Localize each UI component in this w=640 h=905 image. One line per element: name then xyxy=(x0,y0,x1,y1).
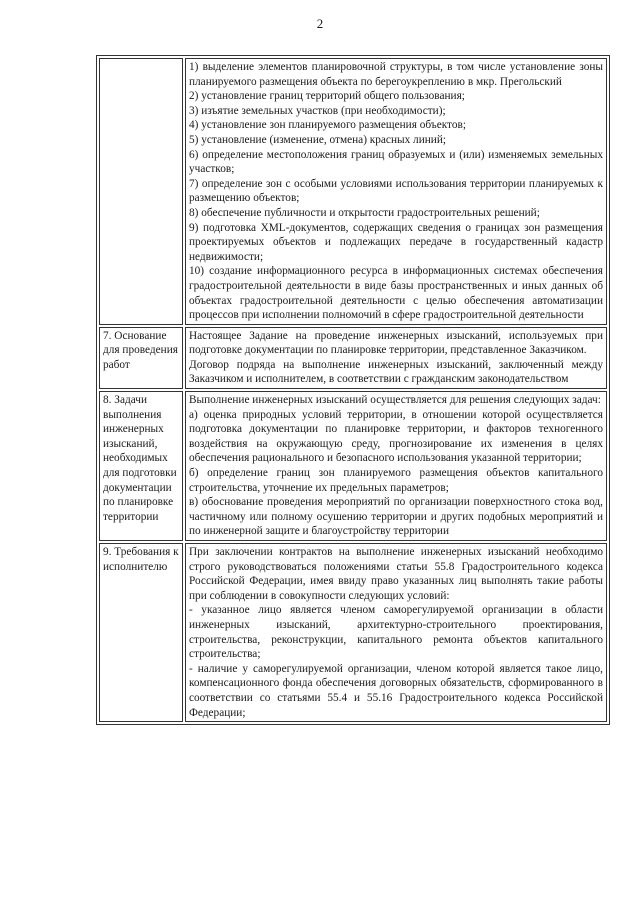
paragraph: Выполнение инженерных изысканий осуществляется для решения следующих задач: xyxy=(189,394,601,407)
paragraph: При заключении контрактов на выполнение инженерных изысканий необходимо строго руководствоваться положениями статьи 55.8 Градостроительного кодекса Российской Федерации, имея ввиду право указанных лиц выполнять такие работы при соблюдении в совокупности следующих условий: xyxy=(189,546,603,602)
paragraph: - указанное лицо является членом саморегулируемой организации в области инженерных изысканий, архитектурно-строительного проектирования, строительства, реконструкции, капитального ремонта объектов капитального строительства; xyxy=(189,604,603,661)
row-content-cell xyxy=(185,543,607,722)
paragraph: а) оценка природных условий территории, в отношении которой осуществляется подготовка документации по планировке территории, и факторов техногенного воздействия на окружающую среду, прогнозирование их изменения в целях обеспечения рационального и безопасного использования указанной территории; xyxy=(189,408,603,465)
paragraph: Настоящее Задание на проведение инженерных изысканий, используемых при подготовке документации по планировке территории, представленное Заказчиком. xyxy=(189,329,603,357)
paragraph: 10) создание информационного ресурса в информационных системах обеспечения градостроительной деятельности в виде базы пространственных и иных данных об объектах градостроительной деятельности с целью обеспечения автоматизации процессов при исполнении полномочий в сфере градостроительной деятельности xyxy=(189,265,603,322)
row-content-cell xyxy=(185,327,607,389)
paragraph: 2) установление границ территорий общего пользования; xyxy=(189,90,465,103)
paragraph: Договор подряда на выполнение инженерных изысканий, заключенный между Заказчиком и исполнителем, в соответствии с гражданским законодательством xyxy=(189,358,603,386)
row-label-cell xyxy=(99,543,183,722)
row-content-cell xyxy=(185,58,607,325)
requirements-table xyxy=(96,55,610,725)
paragraph: б) определение границ зон планируемого размещения объектов капитального строительства, уточнение их предельных параметров; xyxy=(189,467,603,494)
row-label: 7. Основание для проведения работ xyxy=(103,329,178,371)
table-row xyxy=(99,327,607,389)
paragraph: 4) установление зон планируемого размещения объектов; xyxy=(189,119,466,132)
paragraph: в) обоснование проведения мероприятий по организации поверхностного стока вод, частичному или полному осушению территории и других подобных мероприятий и по инженерной защите и благоустройству территории xyxy=(189,496,603,538)
paragraph: 1) выделение элементов планировочной структуры, в том числе установление зоны планируемого размещения объекта по берегоукреплению в мкр. Прегольский xyxy=(189,61,603,88)
paragraph: - наличие у саморегулируемой организации, членом которой является такое лицо, компенсационного фонда обеспечения договорных обязательств, сформированного в соответствии со статьями 55.4 и 55.16 Градостроительного кодекса Российской Федерации; xyxy=(189,662,603,719)
row-label-cell xyxy=(99,391,183,541)
row-label: 8. Задачи выполнения инженерных изысканий, необходимых для подготовки документации по планировке территории xyxy=(103,394,177,523)
paragraph: 3) изъятие земельных участков (при необходимости); xyxy=(189,104,446,117)
table-row xyxy=(99,391,607,541)
paragraph: 5) установление (изменение, отмена) красных линий; xyxy=(189,133,447,146)
paragraph: 7) определение зон с особыми условиями использования территории планируемых к размещению объектов; xyxy=(189,177,603,205)
paragraph: 9) подготовка XML-документов, содержащих сведения о границах зон размещения проектируемых объектов и подлежащих передаче в государственный кадастр недвижимости; xyxy=(189,221,603,263)
row-label: 9. Требования к исполнителю xyxy=(103,546,179,573)
paragraph: 8) обеспечение публичности и открытости градостроительных решений; xyxy=(189,206,540,219)
row-label-cell xyxy=(99,327,183,389)
table-row xyxy=(99,58,607,325)
paragraph: 6) определение местоположения границ образуемых и (или) изменяемых земельных участков; xyxy=(189,148,603,176)
row-content-cell xyxy=(185,391,607,541)
table-body xyxy=(99,58,607,722)
table-row xyxy=(99,543,607,722)
page-number: 2 xyxy=(316,16,324,31)
row-label-cell xyxy=(99,58,183,325)
